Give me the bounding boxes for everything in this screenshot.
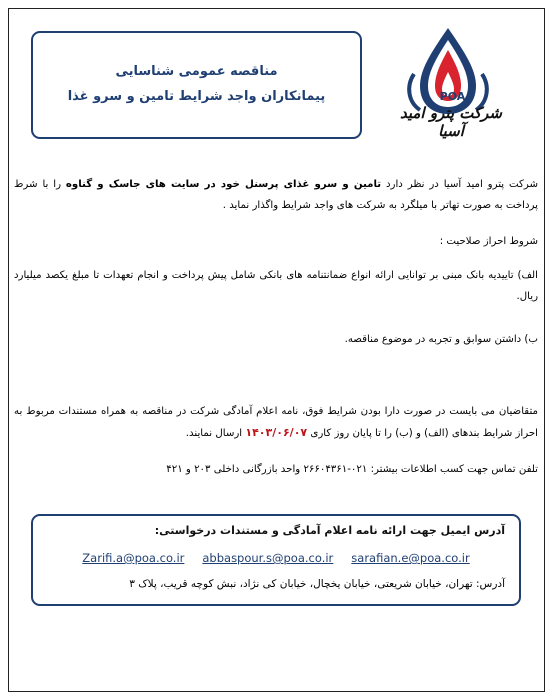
deadline-part1: متقاضیان می بایست در صورت دارا بودن شرایط فوق، نامه اعلام آمادگی شرکت در مناقصه به همراه مستندات مربوط به احراز شرایط بندهای (الف) و (ب) را تا پایان روز کاری <box>14 406 538 439</box>
intro-paragraph <box>14 174 538 216</box>
email-list <box>33 551 519 565</box>
intro-bold: تامین و سرو غذای پرسنل خود در سایت های جاسک و گناوه <box>65 179 382 190</box>
phone-info: تلفن تماس جهت کسب اطلاعات بیشتر: ۰۲۱-۲۶۶۰۴۳۶۱ واحد بازرگانی داخلی ۲۰۳ و ۴۲۱ <box>166 464 538 475</box>
email-link-sarafian[interactable]: sarafian.e@poa.co.ir <box>351 551 470 565</box>
contact-box <box>31 514 521 606</box>
deadline-date: ۱۴۰۳/۰۶/۰۷ <box>245 426 308 439</box>
email-link-abbaspour[interactable]: abbaspour.s@poa.co.ir <box>202 551 334 565</box>
title-line-2: پیمانکاران واجد شرایط تامین و سرو غذا <box>67 89 326 104</box>
address: آدرس: تهران، خیابان شریعتی، خیابان یخچال، خیابان کی نژاد، نبش کوچه قریب، پلاک ۳ <box>129 578 505 590</box>
title-box <box>31 31 362 139</box>
logo-abbr: POA <box>439 90 466 103</box>
condition-a: الف) تاییدیه بانک مبنی بر توانایی ارائه انواع ضمانتنامه های بانکی شامل پیش پرداخت و انجام تعهدات تا مبلغ یکصد میلیارد ریال. <box>14 270 538 302</box>
deadline-part2: ارسال نمایند. <box>185 428 246 439</box>
conditions-heading: شروط احراز صلاحیت : <box>439 236 538 247</box>
email-link-zarifi[interactable]: Zarifi.a@poa.co.ir <box>82 551 185 565</box>
intro-part1: شرکت پترو امید آسیا در نظر دارد <box>381 179 539 190</box>
intro-part2: را با شرط پرداخت به صورت تهاتر با میلگرد به شرکت های واجد شرایط واگذار نماید . <box>14 179 538 211</box>
contact-title: آدرس ایمیل جهت ارائه نامه اعلام آمادگی و مستندات درخواستی: <box>154 524 505 537</box>
title-line-1: مناقصه عمومی شناسایی <box>115 64 278 80</box>
logo-company-name: شرکت پترو امید آسیا <box>400 104 502 140</box>
deadline-paragraph <box>14 401 538 444</box>
condition-b: ب) داشتن سوابق و تجربه در موضوع مناقصه. <box>344 334 538 345</box>
